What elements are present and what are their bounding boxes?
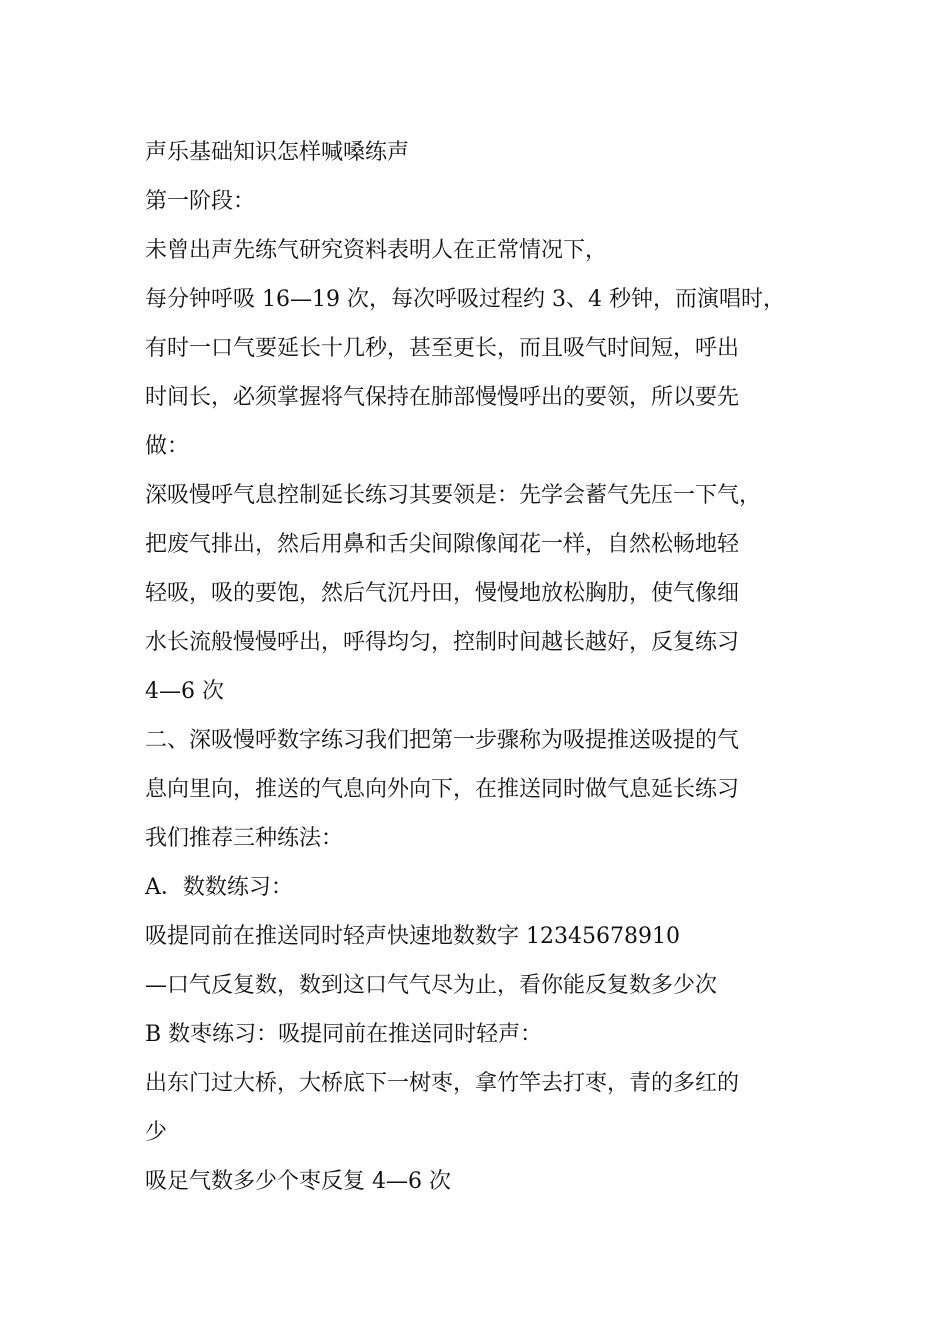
- paragraph-line: 少: [145, 1120, 168, 1145]
- paragraph-line: 吸足气数多少个枣反复 4—6 次: [145, 1169, 451, 1194]
- exercise-heading: A．数数练习：: [145, 875, 293, 900]
- document-title: 声乐基础知识怎样喊嗓练声: [145, 140, 410, 165]
- paragraph-line: 有时一口气要延长十几秒，甚至更长，而且吸气时间短，呼出: [145, 336, 740, 361]
- paragraph-line: 把废气排出，然后用鼻和舌尖间隙像闻花一样，自然松畅地轻: [145, 532, 740, 557]
- paragraph-line: 每分钟呼吸 16—19 次，每次呼吸过程约 3、4 秒钟，而演唱时，: [145, 287, 785, 312]
- paragraph-line: 做：: [145, 434, 190, 459]
- document-body: [145, 128, 835, 1206]
- paragraph-line: 深吸慢呼气息控制延长练习其要领是：先学会蓄气先压一下气，: [145, 483, 762, 508]
- paragraph-line: 息向里向，推送的气息向外向下，在推送同时做气息延长练习: [145, 777, 740, 802]
- paragraph-line: 二、深吸慢呼数字练习我们把第一步骤称为吸提推送吸提的气: [145, 728, 740, 753]
- paragraph-line: 未曾出声先练气研究资料表明人在正常情况下，: [145, 238, 608, 263]
- paragraph-line: 时间长，必须掌握将气保持在肺部慢慢呼出的要领，所以要先: [145, 385, 740, 410]
- paragraph-line: —口气反复数，数到这口气气尽为止，看你能反复数多少次: [145, 973, 718, 998]
- paragraph-line: 我们推荐三种练法：: [145, 826, 344, 851]
- paragraph-line: 轻吸，吸的要饱，然后气沉丹田，慢慢地放松胸肋，使气像细: [145, 581, 740, 606]
- paragraph-line: 4—6 次: [145, 679, 224, 704]
- exercise-heading: B 数枣练习：吸提同前在推送同时轻声：: [145, 1022, 543, 1047]
- paragraph-line: 吸提同前在推送同时轻声快速地数数字 12345678910: [145, 924, 680, 949]
- section-heading: 第一阶段：: [145, 189, 256, 214]
- paragraph-line: 出东门过大桥，大桥底下一树枣，拿竹竿去打枣，青的多红的: [145, 1071, 740, 1096]
- paragraph-line: 水长流般慢慢呼出，呼得均匀，控制时间越长越好，反复练习: [145, 630, 740, 655]
